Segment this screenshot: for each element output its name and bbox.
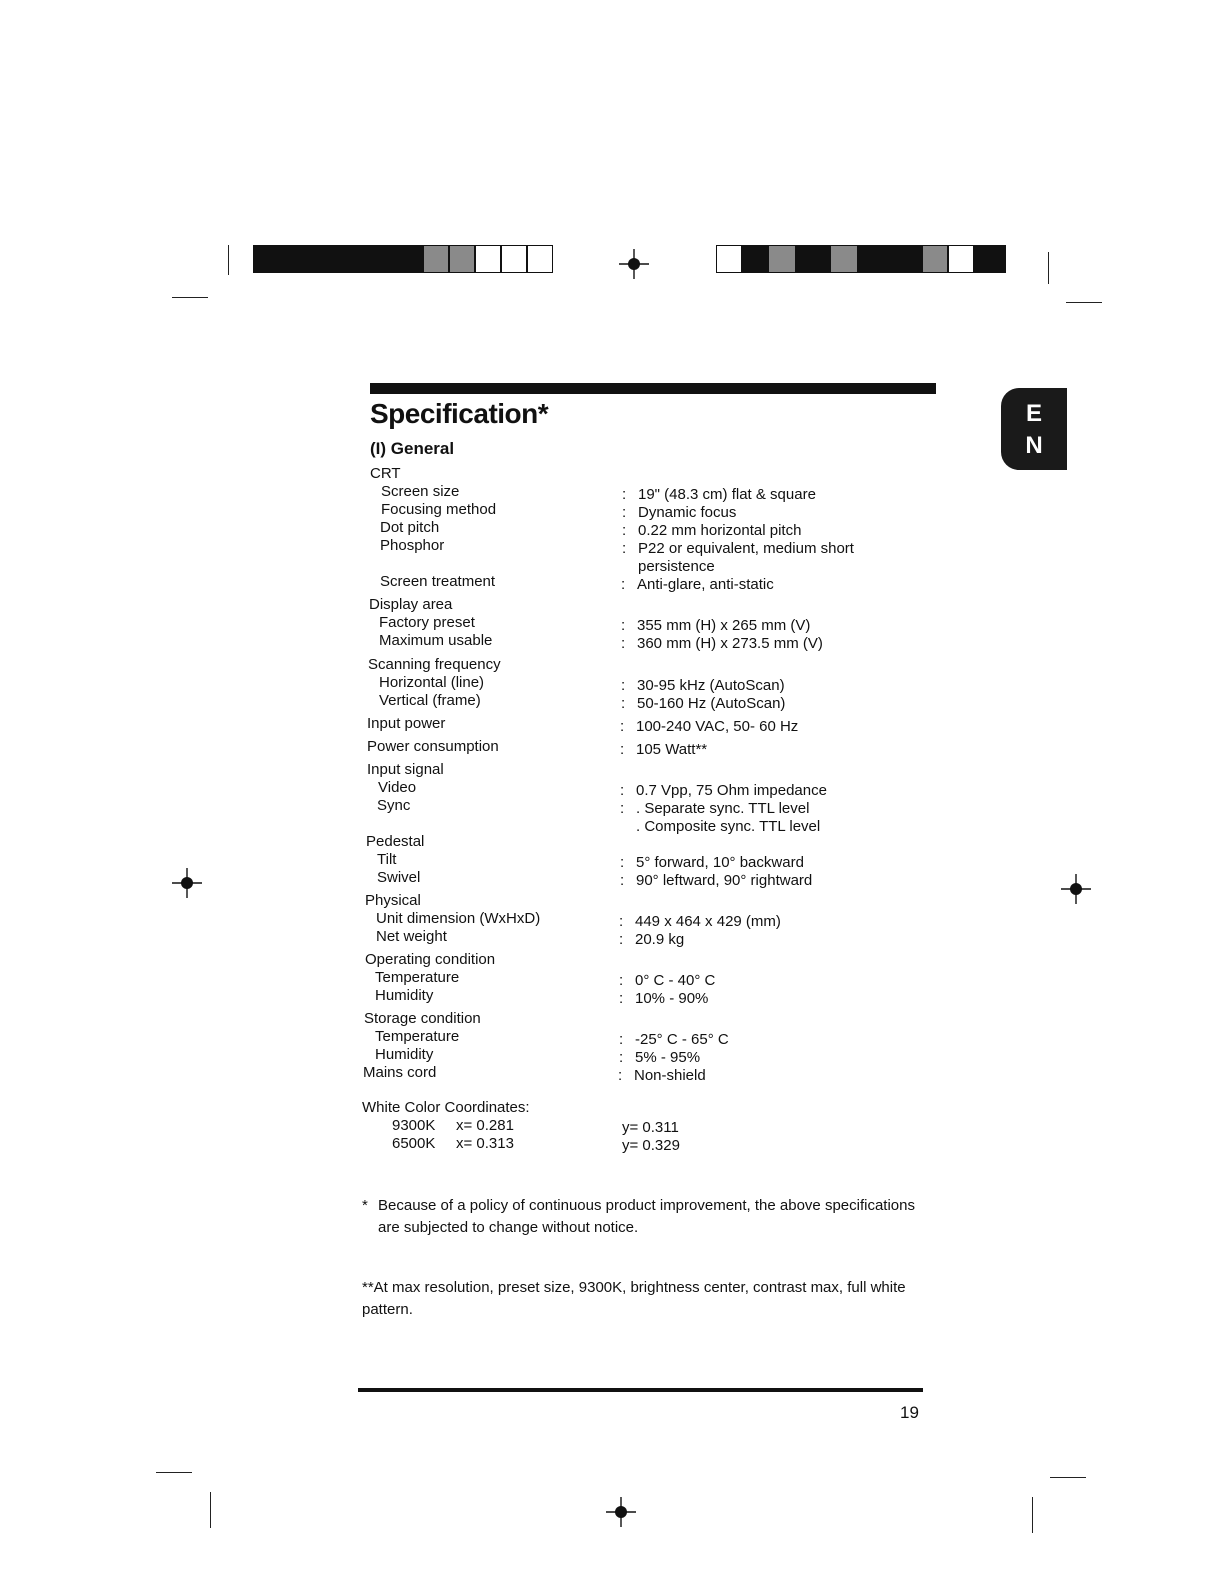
spec-value: . Separate sync. TTL level <box>636 800 810 817</box>
white-coords-y: y= 0.311 <box>622 1119 679 1136</box>
spec-label: Swivel <box>377 869 421 886</box>
title-rule <box>370 383 936 394</box>
spec-value-continued: persistence <box>638 558 715 575</box>
spec-value-continued: . Composite sync. TTL level <box>636 818 821 835</box>
spec-label: Operating condition <box>365 951 496 968</box>
spec-value: 30-95 kHz (AutoScan) <box>637 677 785 694</box>
white-coords-x: x= 0.281 <box>456 1117 514 1134</box>
spec-colon: : <box>619 1049 624 1066</box>
spec-value: 105 Watt** <box>636 741 708 758</box>
spec-colon: : <box>619 1031 624 1048</box>
spec-value: 5% - 95% <box>635 1049 701 1066</box>
spec-colon: : <box>620 872 625 889</box>
spec-label: Physical <box>365 892 421 909</box>
registration-crosshair-icon <box>1061 874 1091 904</box>
spec-value: Non-shield <box>634 1067 706 1084</box>
spec-label: Storage condition <box>364 1010 481 1027</box>
spec-colon: : <box>621 695 626 712</box>
spec-colon: : <box>621 617 626 634</box>
spec-value: Dynamic focus <box>638 504 737 521</box>
crop-mark <box>1032 1497 1033 1533</box>
spec-label: Display area <box>369 596 453 613</box>
spec-colon: : <box>621 576 626 593</box>
footnote-2: **At max resolution, preset size, 9300K, brightness center, contrast max, full white pattern. <box>362 1279 906 1318</box>
spec-label: CRT <box>370 465 401 482</box>
white-coords-heading: White Color Coordinates: <box>362 1099 530 1116</box>
spec-label: Video <box>378 779 417 796</box>
registration-crosshair-icon <box>606 1497 636 1527</box>
spec-label: Screen treatment <box>380 573 496 590</box>
spec-colon: : <box>622 522 627 539</box>
spec-colon: : <box>622 504 627 521</box>
spec-colon: : <box>619 972 624 989</box>
spec-value: 360 mm (H) x 273.5 mm (V) <box>637 635 823 652</box>
spec-label: Horizontal (line) <box>379 674 485 691</box>
spec-label: Factory preset <box>379 614 475 631</box>
spec-label: Tilt <box>377 851 397 868</box>
spec-value: Anti-glare, anti-static <box>637 576 774 593</box>
crop-mark <box>156 1472 192 1473</box>
spec-value: 90° leftward, 90° rightward <box>636 872 813 889</box>
spec-colon: : <box>621 635 626 652</box>
page-number: 19 <box>900 1403 919 1422</box>
spec-value: P22 or equivalent, medium short <box>638 540 854 557</box>
spec-label: Input power <box>367 715 446 732</box>
spec-colon: : <box>618 1067 623 1084</box>
spec-value: 355 mm (H) x 265 mm (V) <box>637 617 811 634</box>
spec-label: Phosphor <box>380 537 445 554</box>
spec-label: Power consumption <box>367 738 499 755</box>
spec-label: Focusing method <box>381 501 497 518</box>
white-coords-y: y= 0.329 <box>622 1137 680 1154</box>
crop-mark <box>228 245 229 275</box>
spec-colon: : <box>619 990 624 1007</box>
spec-value: 20.9 kg <box>635 931 685 948</box>
spec-label: Scanning frequency <box>368 656 501 673</box>
spec-label: Mains cord <box>363 1064 437 1081</box>
section-heading: (I) General <box>370 439 455 458</box>
spec-label: Dot pitch <box>380 519 440 536</box>
spec-value: -25° C - 65° C <box>635 1031 729 1048</box>
white-coords-temp: 6500K <box>392 1135 436 1152</box>
spec-label: Sync <box>377 797 411 814</box>
spec-colon: : <box>620 718 625 735</box>
crop-mark <box>1048 252 1049 284</box>
spec-value: 19" (48.3 cm) flat & square <box>638 486 816 503</box>
spec-colon: : <box>621 677 626 694</box>
spec-label: Net weight <box>376 928 447 945</box>
spec-colon: : <box>619 913 624 930</box>
white-coords-x: x= 0.313 <box>456 1135 514 1152</box>
spec-colon: : <box>622 540 627 557</box>
crop-mark <box>172 297 208 298</box>
spec-label: Input signal <box>367 761 444 778</box>
footer-rule <box>358 1388 923 1392</box>
crop-mark <box>210 1492 211 1528</box>
language-tab <box>1001 388 1067 470</box>
color-bar-left <box>253 245 553 273</box>
spec-value: 100-240 VAC, 50- 60 Hz <box>636 718 799 735</box>
spec-label: Temperature <box>375 969 460 986</box>
spec-value: 10% - 90% <box>635 990 709 1007</box>
spec-value: 5° forward, 10° backward <box>636 854 804 871</box>
registration-crosshair-icon <box>619 249 649 279</box>
spec-colon: : <box>620 741 625 758</box>
spec-value: 0° C - 40° C <box>635 972 716 989</box>
registration-crosshair-icon <box>172 868 202 898</box>
color-bar-right <box>716 245 1006 273</box>
crop-mark <box>1050 1477 1086 1478</box>
spec-label: Maximum usable <box>379 632 493 649</box>
spec-value: 50-160 Hz (AutoScan) <box>637 695 786 712</box>
language-tab-letter: N <box>1025 432 1043 459</box>
spec-value: 449 x 464 x 429 (mm) <box>635 913 781 930</box>
language-tab-letter: E <box>1025 400 1042 427</box>
spec-colon: : <box>619 931 624 948</box>
spec-label: Unit dimension (WxHxD) <box>376 910 541 927</box>
spec-colon: : <box>622 486 627 503</box>
page-title: Specification* <box>370 398 549 429</box>
spec-label: Humidity <box>375 1046 434 1063</box>
white-coords-temp: 9300K <box>392 1117 436 1134</box>
footnote-marker: * <box>362 1197 368 1214</box>
spec-colon: : <box>620 854 625 871</box>
spec-colon: : <box>620 800 625 817</box>
spec-value: 0.7 Vpp, 75 Ohm impedance <box>636 782 827 799</box>
footnote-1 <box>362 1195 942 1239</box>
spec-label: Temperature <box>375 1028 460 1045</box>
spec-label: Vertical (frame) <box>379 692 481 709</box>
footnote-text: Because of a policy of continuous product improvement, the above specifications are subjected to change without notice. <box>378 1197 915 1236</box>
spec-label: Screen size <box>381 483 460 500</box>
spec-label: Humidity <box>375 987 434 1004</box>
crop-mark <box>1066 302 1102 303</box>
spec-colon: : <box>620 782 625 799</box>
spec-label: Pedestal <box>366 833 425 850</box>
spec-value: 0.22 mm horizontal pitch <box>638 522 802 539</box>
